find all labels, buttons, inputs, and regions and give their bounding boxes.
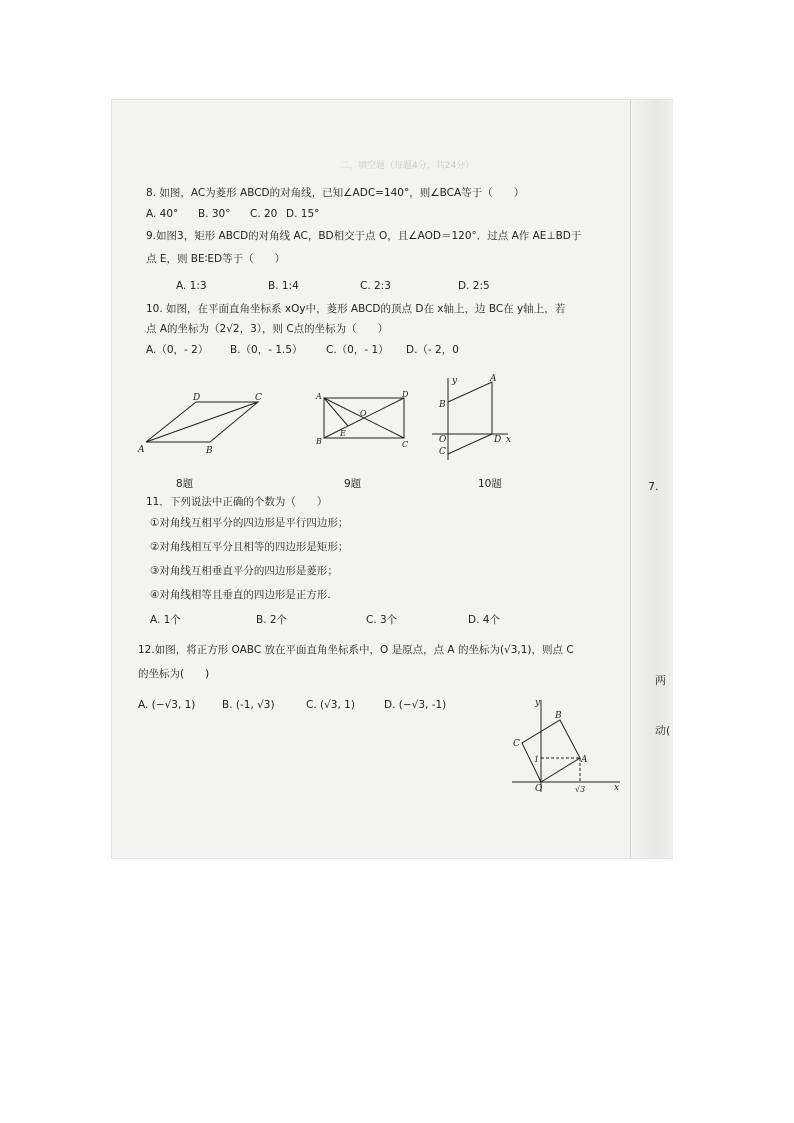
question-10-options [146, 343, 459, 357]
fig8-label-d: D [193, 393, 201, 403]
fig10-label-y: y [452, 376, 458, 386]
figure-12-square-coordinate [508, 696, 626, 796]
figure-10-coordinate-rhombus [428, 374, 518, 464]
question-8-stem: 8. 如图，AC为菱形 ABCD的对角线，已知∠ADC=140°，则∠BCA等于（ ） [146, 187, 525, 199]
fig10-label-x: x [506, 435, 512, 445]
q10-option-c: C.（0，- 1） [326, 344, 389, 356]
question-8-options [146, 207, 319, 221]
q11-statement-3: ③对角线互相垂直平分的四边形是菱形； [150, 565, 338, 577]
question-12-options [138, 698, 446, 712]
fig10-label-a: A [490, 374, 497, 384]
q9-option-c: C. 2:3 [360, 280, 391, 292]
q8-option-b: B. 30° [198, 208, 231, 220]
q11-option-b: B. 2个 [256, 614, 288, 626]
question-12-stem-line1: 12.如图，将正方形 OABC 放在平面直角坐标系中，O 是原点，点 A 的坐标为(√3,1)，则点 C [138, 644, 574, 656]
question-9-options [176, 279, 490, 293]
q10-option-a: A.（0，- 2） [146, 344, 209, 356]
q11-option-c: C. 3个 [366, 614, 398, 626]
fig9-label-o: O [360, 409, 367, 418]
fig8-label-c: C [255, 393, 262, 403]
q10-option-b: B.（0，- 1.5） [230, 344, 303, 356]
fig10-label-b: B [439, 400, 446, 410]
q10-option-d: D.（- 2，0 [406, 344, 459, 356]
q9-option-d: D. 2:5 [458, 280, 490, 292]
margin-char-3: 动( [655, 724, 671, 737]
q8-option-a: A. 40° [146, 208, 179, 220]
figure-8-rhombus [136, 390, 276, 460]
fig12-label-o: O [535, 784, 543, 794]
figure-10-caption: 10题 [478, 478, 502, 490]
question-10-stem-line2: 点 A的坐标为（2√2，3），则 C点的坐标为（ ） [146, 323, 389, 335]
fig9-label-a: A [316, 392, 322, 401]
figure-9-caption: 9题 [344, 478, 362, 490]
q9-option-a: A. 1:3 [176, 280, 207, 292]
fig12-label-y: y [535, 698, 541, 708]
margin-char-2: 两 [655, 674, 666, 687]
q11-statement-2: ②对角线相互平分且相等的四边形是矩形； [150, 541, 349, 553]
q12-option-b: B. (-1, √3) [222, 699, 275, 711]
q11-statement-4: ④对角线相等且垂直的四边形是正方形. [150, 589, 331, 601]
question-12-stem-line2: 的坐标为( ) [138, 668, 210, 680]
q8-option-c: C. 20 [250, 208, 278, 220]
fig9-label-b: B [316, 437, 322, 446]
fig9-label-e: E [340, 429, 346, 438]
header-ghost-text: 二、填空题（每题4分，共24分） [340, 161, 475, 171]
fig12-label-one: 1 [534, 755, 540, 764]
fig12-label-b: B [555, 711, 562, 721]
figure-9-rectangle [310, 390, 410, 452]
fig12-label-a: A [581, 755, 588, 765]
question-9-stem-line1: 9.如图3，矩形 ABCD的对角线 AC，BD相交于点 O，且∠AOD＝120°．过点 A作 AE⊥BD于 [146, 230, 582, 242]
fig9-label-d: D [402, 390, 409, 399]
question-11-stem: 11．下列说法中正确的个数为（ ） [146, 496, 328, 508]
fig12-label-x: x [614, 783, 620, 793]
q8-option-d: D. 15° [286, 208, 320, 220]
fig10-label-d: D [494, 435, 502, 445]
margin-char-1: 7. [648, 480, 659, 493]
fig8-label-a: A [138, 445, 145, 455]
q12-option-d: D. (−√3, -1) [384, 699, 447, 711]
q12-option-a: A. (−√3, 1) [138, 699, 196, 711]
page-edge-shadow [630, 100, 673, 858]
fig9-label-c: C [402, 440, 409, 449]
question-10-stem-line1: 10. 如图，在平面直角坐标系 xOy中，菱形 ABCD的顶点 D在 x轴上，边 BC在 y轴上，若 [146, 303, 566, 315]
question-9-stem-line2: 点 E，则 BE∶ED等于（ ） [146, 253, 286, 265]
q11-statement-1: ①对角线互相平分的四边形是平行四边形； [150, 517, 349, 529]
fig8-label-b: B [206, 446, 213, 456]
q11-option-d: D. 4个 [468, 614, 500, 626]
figure-8-caption: 8题 [176, 478, 194, 490]
q9-option-b: B. 1:4 [268, 280, 299, 292]
fig12-label-c: C [513, 739, 520, 749]
fig10-label-o: O [439, 435, 447, 445]
question-11-options [150, 613, 500, 627]
q12-option-c: C. (√3, 1) [306, 699, 355, 711]
fig12-label-sqrt3: √3 [575, 785, 586, 794]
fig10-label-c: C [439, 447, 446, 457]
q11-option-a: A. 1个 [150, 614, 181, 626]
